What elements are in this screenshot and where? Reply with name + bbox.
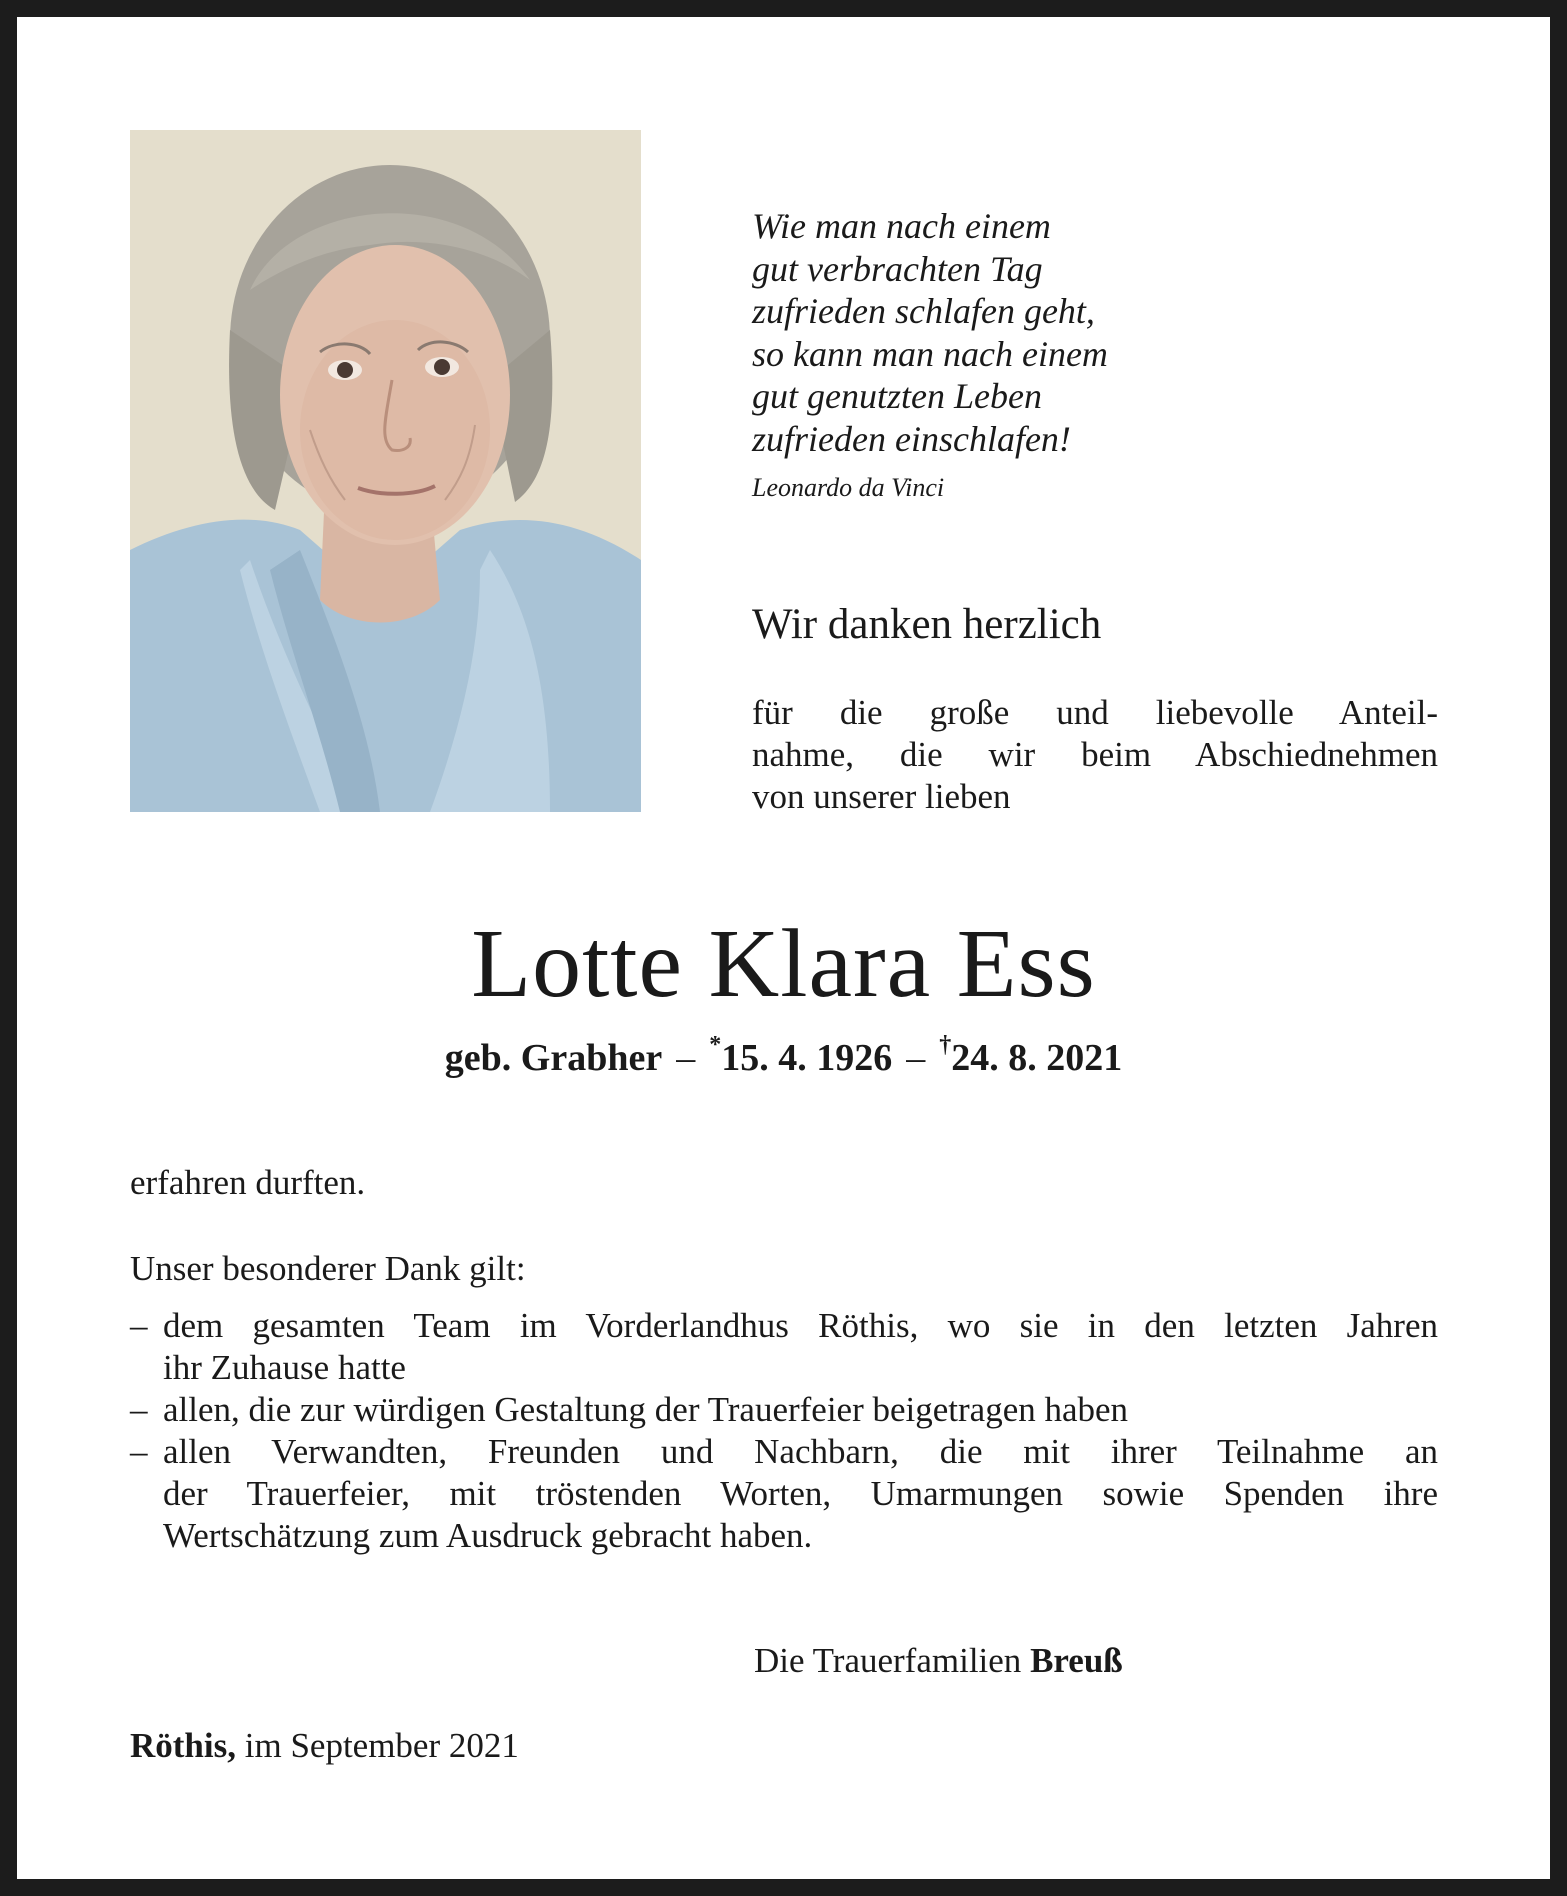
memorial-quote: [752, 205, 1312, 460]
list-item-line: der Trauerfeier, mit tröstenden Worten, Umarmungen sowie Spenden ihre: [163, 1474, 1438, 1513]
list-dash: –: [130, 1390, 148, 1429]
place-date: [130, 1726, 519, 1766]
list-item: [130, 1389, 1438, 1431]
list-item: [130, 1305, 1438, 1389]
list-item-line: dem gesamten Team im Vorderlandhus Röthis, wo sie in den letzten Jahren: [163, 1306, 1438, 1345]
portrait-photo: [130, 130, 641, 812]
signature: [754, 1641, 1123, 1681]
quote-line: Wie man nach einem: [752, 206, 1051, 246]
quote-author: Leonardo da Vinci: [752, 473, 945, 502]
birth-date: 15. 4. 1926: [721, 1037, 893, 1079]
list-item-line: Wertschätzung zum Ausdruck gebracht haben.: [163, 1516, 813, 1555]
quote-line: zufrieden einschlafen!: [752, 418, 1071, 459]
family-name: Breuß: [1030, 1641, 1123, 1680]
dates-separator: –: [676, 1037, 696, 1079]
thanks-list: [130, 1305, 1438, 1557]
birth-symbol: *: [709, 1032, 722, 1059]
list-item: [130, 1431, 1438, 1557]
quote-line: so kann man nach einem: [752, 333, 1108, 374]
list-item-line: allen, die zur würdigen Gestaltung der Trauerfeier beigetragen haben: [163, 1390, 1129, 1429]
place-town: Röthis,: [130, 1726, 236, 1765]
quote-line: zufrieden schlafen geht,: [752, 291, 1095, 331]
dates-separator: –: [906, 1037, 926, 1079]
deceased-name: Lotte Klara Ess: [471, 910, 1096, 1018]
birth-name: geb. Grabher: [444, 1037, 663, 1079]
signature-prefix: Die Trauerfamilien: [754, 1641, 1022, 1680]
list-dash: –: [130, 1432, 148, 1471]
life-dates: [0, 1032, 1567, 1080]
death-symbol: †: [939, 1032, 952, 1059]
thanks-intro: Unser besonderer Dank gilt:: [130, 1249, 526, 1288]
continuation-text: erfahren durften.: [130, 1163, 366, 1202]
thanks-paragraph: [752, 692, 1438, 818]
thanks-line: für die große und liebevolle Anteil-: [752, 693, 1438, 732]
quote-line: gut verbrachten Tag: [752, 248, 1043, 289]
thanks-line: von unserer lieben: [752, 777, 1011, 816]
thanks-heading: Wir danken herzlich: [752, 601, 1102, 648]
death-date: 24. 8. 2021: [951, 1037, 1123, 1079]
quote-line: gut genutzten Leben: [752, 376, 1042, 416]
list-dash: –: [130, 1306, 148, 1345]
thanks-line: nahme, die wir beim Abschiednehmen: [752, 735, 1438, 774]
list-item-line: ihr Zuhause hatte: [163, 1348, 406, 1387]
place-date-text: im September 2021: [244, 1726, 519, 1765]
list-item-line: allen Verwandten, Freunden und Nachbarn, die mit ihrer Teilnahme an: [163, 1432, 1438, 1471]
